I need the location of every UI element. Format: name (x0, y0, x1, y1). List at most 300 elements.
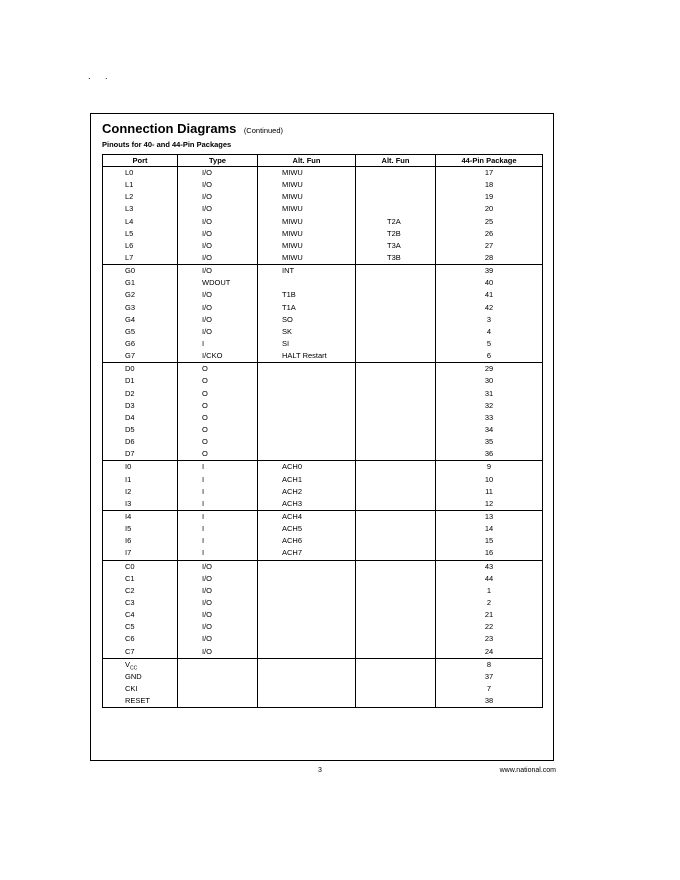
alt-fun-2-cell (356, 277, 436, 289)
table-row (103, 240, 543, 252)
type-cell (178, 436, 258, 448)
alt-fun-2-cell (356, 658, 436, 671)
port-cell (103, 535, 178, 547)
package-pin-cell (436, 400, 543, 412)
alt-fun-1-cell (258, 461, 356, 474)
table-row (103, 560, 543, 573)
package-pin-cell (436, 671, 543, 683)
cell-text: 28 (484, 253, 494, 263)
table-row (103, 498, 543, 511)
alt-fun-1-cell (258, 573, 356, 585)
alt-fun-2-cell (356, 633, 436, 645)
alt-fun-2-cell (356, 683, 436, 695)
alt-fun-1-cell (258, 486, 356, 498)
package-pin-cell (436, 302, 543, 314)
cell-text: I/O (202, 302, 213, 312)
cell-text: G6 (125, 339, 136, 349)
cell-text: C5 (125, 622, 135, 632)
table-row (103, 350, 543, 363)
alt-fun-2-cell (356, 388, 436, 400)
cell-text: ACH2 (282, 486, 303, 496)
type-cell (178, 302, 258, 314)
table-row (103, 302, 543, 314)
cell-text: 11 (485, 486, 493, 496)
cell-text: O (202, 437, 208, 447)
type-cell (178, 658, 258, 671)
cell-text: SO (282, 314, 293, 324)
type-cell (178, 240, 258, 252)
cell-text: I/O (202, 204, 213, 214)
alt-fun-1-cell (258, 203, 356, 215)
type-cell (178, 486, 258, 498)
cell-text: C4 (125, 610, 135, 620)
type-cell (178, 375, 258, 387)
port-cell (103, 216, 178, 228)
alt-fun-1-cell (258, 400, 356, 412)
package-pin-cell (436, 436, 543, 448)
package-pin-cell (436, 609, 543, 621)
port-cell (103, 609, 178, 621)
package-pin-cell (436, 375, 543, 387)
cell-text: 34 (484, 425, 494, 435)
alt-fun-1-cell (258, 326, 356, 338)
table-row (103, 277, 543, 289)
alt-fun-1-cell (258, 535, 356, 547)
alt-fun-2-cell (356, 573, 436, 585)
cell-text: 26 (484, 228, 494, 238)
alt-fun-2-cell (356, 474, 436, 486)
table-row (103, 338, 543, 350)
cell-text: O (202, 376, 208, 386)
type-cell (178, 474, 258, 486)
alt-fun-2-cell (356, 252, 436, 265)
port-cell (103, 645, 178, 658)
alt-fun-2-cell (356, 547, 436, 560)
package-pin-cell (436, 573, 543, 585)
type-cell (178, 424, 258, 436)
cell-text: I/O (202, 253, 213, 263)
alt-fun-1-cell (258, 338, 356, 350)
alt-fun-1-cell (258, 289, 356, 301)
alt-fun-1-cell (258, 277, 356, 289)
type-cell (178, 695, 258, 708)
table-row (103, 573, 543, 585)
cell-text: I/O (202, 561, 213, 571)
header-type: Type (178, 155, 258, 167)
alt-fun-2-cell (356, 621, 436, 633)
cell-text: I (202, 548, 205, 558)
footer-website: www.national.com (499, 767, 556, 774)
table-row (103, 547, 543, 560)
cell-text: L6 (125, 240, 134, 250)
table-row (103, 228, 543, 240)
content-frame (90, 113, 554, 761)
port-cell (103, 400, 178, 412)
port-cell (103, 671, 178, 683)
cell-text: CKI (125, 683, 138, 693)
cell-text: O (202, 425, 208, 435)
alt-fun-2-cell (356, 240, 436, 252)
cell-text: I1 (125, 474, 132, 484)
port-cell (103, 203, 178, 215)
cell-text: ACH6 (282, 536, 303, 546)
type-cell (178, 671, 258, 683)
vcc-subscript: CC (130, 665, 138, 671)
type-cell (178, 523, 258, 535)
corner-mark: . . (88, 71, 114, 81)
package-pin-cell (436, 203, 543, 215)
cell-text: I/O (202, 610, 213, 620)
port-cell (103, 560, 178, 573)
table-row (103, 523, 543, 535)
cell-text: 3 (486, 314, 492, 324)
port-cell (103, 289, 178, 301)
cell-text: HALT Restart (282, 351, 327, 361)
table-row (103, 436, 543, 448)
cell-text: I5 (125, 524, 132, 534)
table-row (103, 167, 543, 180)
cell-text: 37 (484, 671, 494, 681)
cell-text: RESET (125, 696, 151, 706)
alt-fun-2-cell (356, 302, 436, 314)
cell-text: I2 (125, 486, 132, 496)
table-row (103, 474, 543, 486)
cell-text: C2 (125, 585, 135, 595)
table-row (103, 683, 543, 695)
type-cell (178, 597, 258, 609)
table-row (103, 424, 543, 436)
cell-text: 40 (484, 278, 494, 288)
table-row (103, 633, 543, 645)
cell-text: C7 (125, 646, 135, 656)
cell-text: SK (282, 326, 293, 336)
cell-text: D5 (125, 425, 135, 435)
cell-text: WDOUT (202, 278, 231, 288)
port-cell (103, 695, 178, 708)
cell-text: G7 (125, 351, 136, 361)
cell-text: O (202, 412, 208, 422)
package-pin-cell (436, 510, 543, 523)
cell-text: I (202, 536, 205, 546)
type-cell (178, 338, 258, 350)
cell-text: G3 (125, 302, 136, 312)
package-pin-cell (436, 547, 543, 560)
cell-text: MIWU (282, 180, 303, 190)
table-row (103, 363, 543, 376)
page-number: 3 (318, 767, 322, 774)
alt-fun-2-cell (356, 498, 436, 511)
cell-text: T3B (387, 253, 401, 263)
alt-fun-1-cell (258, 498, 356, 511)
cell-text: L7 (125, 253, 134, 263)
cell-text: I (202, 512, 205, 521)
alt-fun-2-cell (356, 326, 436, 338)
type-cell (178, 252, 258, 265)
table-row (103, 645, 543, 658)
port-cell (103, 461, 178, 474)
port-cell (103, 547, 178, 560)
cell-text: 2 (486, 597, 492, 607)
cell-text: I/O (202, 622, 213, 632)
cell-text: D1 (125, 376, 135, 386)
cell-text: 12 (484, 498, 494, 508)
cell-text: D4 (125, 412, 135, 422)
cell-text: 15 (484, 536, 494, 546)
port-cell (103, 388, 178, 400)
alt-fun-1-cell (258, 216, 356, 228)
package-pin-cell (436, 240, 543, 252)
cell-text: L0 (125, 168, 134, 178)
cell-text: I/O (202, 216, 213, 226)
alt-fun-1-cell (258, 424, 356, 436)
cell-text: 39 (484, 266, 494, 276)
header-alt-fun-1: Alt. Fun (258, 155, 356, 167)
cell-text: GND (125, 671, 142, 681)
table-row (103, 535, 543, 547)
cell-text: T1A (282, 302, 296, 312)
cell-text: D0 (125, 364, 135, 374)
type-cell (178, 448, 258, 461)
cell-text: C3 (125, 597, 135, 607)
header-44-pin-package: 44-Pin Package (436, 155, 543, 167)
type-cell (178, 400, 258, 412)
table-row (103, 326, 543, 338)
cell-text: O (202, 364, 208, 374)
cell-text: V (125, 659, 131, 669)
cell-text: G4 (125, 314, 136, 324)
type-cell (178, 191, 258, 203)
table-row (103, 400, 543, 412)
cell-text: C1 (125, 573, 135, 583)
alt-fun-2-cell (356, 523, 436, 535)
type-cell (178, 560, 258, 573)
alt-fun-1-cell (258, 350, 356, 363)
cell-text: I (202, 524, 205, 534)
cell-text: 22 (484, 622, 494, 632)
alt-fun-1-cell (258, 597, 356, 609)
section-title-note: (Continued) (243, 126, 284, 135)
package-pin-cell (436, 289, 543, 301)
cell-text: I7 (125, 548, 132, 558)
port-cell (103, 436, 178, 448)
type-cell (178, 228, 258, 240)
alt-fun-1-cell (258, 523, 356, 535)
cell-text: MIWU (282, 240, 303, 250)
cell-text: 18 (484, 180, 494, 190)
cell-text: 38 (484, 696, 494, 706)
port-cell (103, 585, 178, 597)
port-cell (103, 228, 178, 240)
cell-text: 5 (486, 339, 492, 349)
cell-text: ACH0 (282, 462, 303, 472)
alt-fun-2-cell (356, 179, 436, 191)
pinout-table-body (103, 167, 543, 708)
cell-text: I/O (202, 314, 213, 324)
package-pin-cell (436, 179, 543, 191)
cell-text: I/O (202, 597, 213, 607)
cell-text: 25 (484, 216, 494, 226)
cell-text: L5 (125, 228, 134, 238)
package-pin-cell (436, 683, 543, 695)
table-row (103, 179, 543, 191)
cell-text: 21 (484, 610, 494, 620)
type-cell (178, 167, 258, 180)
cell-text: ACH1 (282, 474, 303, 484)
port-cell (103, 240, 178, 252)
type-cell (178, 350, 258, 363)
package-pin-cell (436, 523, 543, 535)
alt-fun-1-cell (258, 658, 356, 671)
cell-text: ACH5 (282, 524, 303, 534)
pinout-table (102, 154, 543, 708)
package-pin-cell (436, 695, 543, 708)
alt-fun-2-cell (356, 289, 436, 301)
port-cell (103, 633, 178, 645)
cell-text: L3 (125, 204, 134, 214)
cell-text: I/CKO (202, 351, 223, 361)
cell-text: I/O (202, 192, 213, 202)
table-row (103, 609, 543, 621)
alt-fun-2-cell (356, 461, 436, 474)
cell-text: I/O (202, 646, 213, 656)
table-row (103, 252, 543, 265)
package-pin-cell (436, 338, 543, 350)
cell-text: I (202, 486, 205, 496)
table-row (103, 510, 543, 523)
cell-text: ACH3 (282, 498, 303, 508)
cell-text: I/O (202, 228, 213, 238)
type-cell (178, 216, 258, 228)
cell-text: ACH4 (282, 512, 303, 521)
alt-fun-2-cell (356, 314, 436, 326)
package-pin-cell (436, 388, 543, 400)
alt-fun-2-cell (356, 265, 436, 278)
alt-fun-1-cell (258, 302, 356, 314)
package-pin-cell (436, 252, 543, 265)
table-row (103, 314, 543, 326)
type-cell (178, 179, 258, 191)
alt-fun-1-cell (258, 633, 356, 645)
type-cell (178, 498, 258, 511)
alt-fun-1-cell (258, 436, 356, 448)
type-cell (178, 573, 258, 585)
cell-text: MIWU (282, 228, 303, 238)
table-row (103, 203, 543, 215)
alt-fun-2-cell (356, 585, 436, 597)
alt-fun-2-cell (356, 609, 436, 621)
port-cell (103, 597, 178, 609)
alt-fun-1-cell (258, 645, 356, 658)
table-row (103, 597, 543, 609)
cell-text: 24 (484, 646, 494, 656)
cell-text: I (202, 474, 205, 484)
cell-text: SI (282, 339, 290, 349)
port-cell (103, 191, 178, 203)
alt-fun-2-cell (356, 375, 436, 387)
alt-fun-1-cell (258, 375, 356, 387)
package-pin-cell (436, 350, 543, 363)
package-pin-cell (436, 363, 543, 376)
cell-text: L1 (125, 180, 134, 190)
type-cell (178, 461, 258, 474)
package-pin-cell (436, 560, 543, 573)
port-cell (103, 350, 178, 363)
alt-fun-1-cell (258, 191, 356, 203)
port-cell (103, 683, 178, 695)
table-row (103, 448, 543, 461)
type-cell (178, 683, 258, 695)
port-cell (103, 277, 178, 289)
header-port: Port (103, 155, 178, 167)
cell-text: D3 (125, 400, 135, 410)
table-row (103, 621, 543, 633)
package-pin-cell (436, 658, 543, 671)
alt-fun-1-cell (258, 609, 356, 621)
alt-fun-1-cell (258, 363, 356, 376)
cell-text: 17 (484, 168, 494, 178)
alt-fun-2-cell (356, 167, 436, 180)
cell-text: 19 (484, 192, 494, 202)
type-cell (178, 609, 258, 621)
alt-fun-2-cell (356, 645, 436, 658)
alt-fun-1-cell (258, 265, 356, 278)
port-cell (103, 252, 178, 265)
cell-text: I (202, 462, 205, 472)
port-cell (103, 424, 178, 436)
alt-fun-1-cell (258, 510, 356, 523)
type-cell (178, 265, 258, 278)
alt-fun-2-cell (356, 228, 436, 240)
cell-text: INT (282, 266, 295, 276)
port-cell (103, 486, 178, 498)
cell-text: D7 (125, 449, 135, 459)
port-cell (103, 498, 178, 511)
type-cell (178, 621, 258, 633)
cell-text: 31 (484, 388, 494, 398)
cell-text: D6 (125, 437, 135, 447)
cell-text: I/O (202, 326, 213, 336)
package-pin-cell (436, 585, 543, 597)
cell-text: L2 (125, 192, 134, 202)
cell-text: T3A (387, 240, 401, 250)
cell-text: I/O (202, 266, 213, 276)
package-pin-cell (436, 216, 543, 228)
package-pin-cell (436, 326, 543, 338)
package-pin-cell (436, 597, 543, 609)
cell-text: 44 (484, 573, 494, 583)
cell-text: C6 (125, 634, 135, 644)
table-row (103, 265, 543, 278)
cell-text: I/O (202, 290, 213, 300)
cell-text: 1 (486, 585, 492, 595)
type-cell (178, 510, 258, 523)
cell-text: 20 (484, 204, 494, 214)
table-row (103, 216, 543, 228)
alt-fun-2-cell (356, 486, 436, 498)
port-cell (103, 523, 178, 535)
alt-fun-2-cell (356, 436, 436, 448)
cell-text: L4 (125, 216, 134, 226)
table-row (103, 191, 543, 203)
alt-fun-1-cell (258, 252, 356, 265)
cell-text: MIWU (282, 216, 303, 226)
type-cell (178, 314, 258, 326)
cell-text: I/O (202, 180, 213, 190)
alt-fun-1-cell (258, 240, 356, 252)
cell-text: I3 (125, 498, 132, 508)
alt-fun-2-cell (356, 597, 436, 609)
port-cell (103, 474, 178, 486)
